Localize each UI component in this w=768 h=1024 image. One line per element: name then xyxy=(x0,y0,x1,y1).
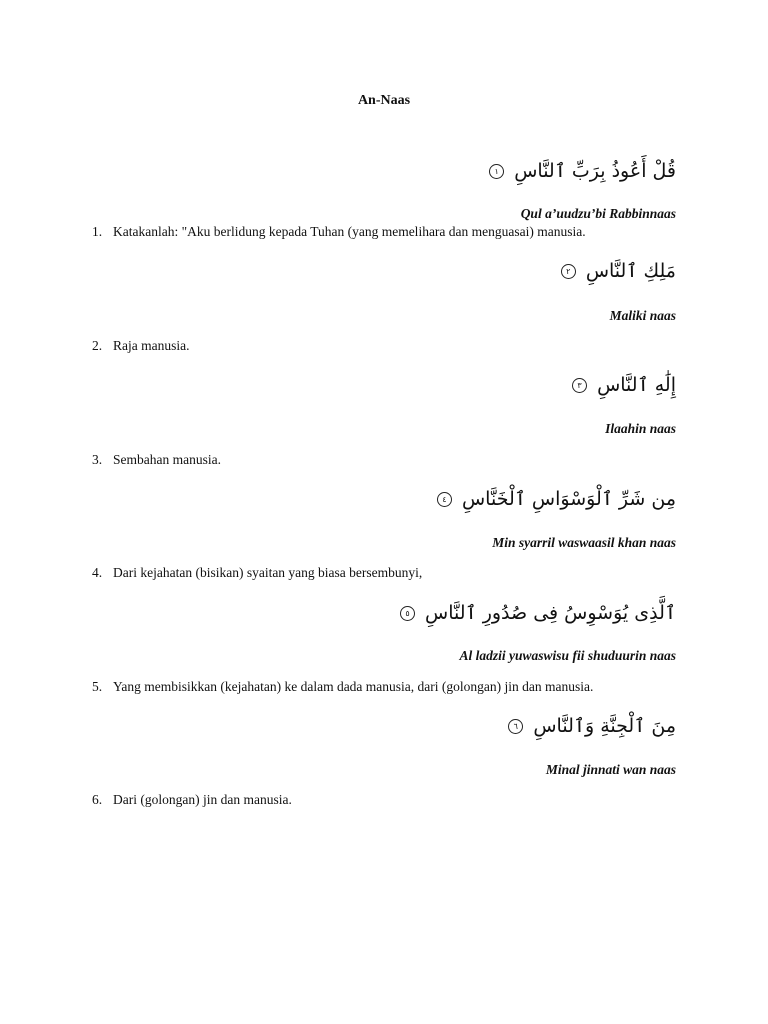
translation-verse-5 xyxy=(92,679,593,695)
translation-text: Raja manusia. xyxy=(113,338,190,353)
arabic-verse-1 xyxy=(489,160,676,182)
verse-number: 6. xyxy=(92,792,103,807)
translation-text: Dari kejahatan (bisikan) syaitan yang biasa bersembunyi, xyxy=(113,565,423,580)
translation-text: Dari (golongan) jin dan manusia. xyxy=(113,792,292,807)
transliteration-verse-4: Min syarril waswaasil khan naas xyxy=(492,535,676,550)
translation-verse-1 xyxy=(92,224,586,240)
arabic-text: مِن شَرِّ ٱلْوَسْوَاسِ ٱلْخَنَّاسِ xyxy=(461,488,676,510)
translation-verse-3 xyxy=(92,452,221,468)
transliteration-verse-2: Maliki naas xyxy=(609,308,676,323)
translation-verse-6 xyxy=(92,792,292,808)
arabic-verse-6 xyxy=(508,715,676,737)
arabic-verse-3 xyxy=(572,374,676,396)
arabic-verse-5 xyxy=(400,602,676,624)
arabic-text: قُلْ أَعُوذُ بِرَبِّ ٱلنَّاسِ xyxy=(514,160,676,182)
arabic-verse-2 xyxy=(561,260,676,282)
transliteration-verse-3: Ilaahin naas xyxy=(605,421,676,436)
arabic-text: ٱلَّذِى يُوَسْوِسُ فِى صُدُورِ ٱلنَّاسِ xyxy=(425,602,676,624)
transliteration-verse-1: Qul a’uudzu’bi Rabbinnaas xyxy=(520,206,676,221)
verse-number: 2. xyxy=(92,338,103,353)
ayah-number-marker: ٣ xyxy=(572,378,587,393)
arabic-text: مَلِكِ ٱلنَّاسِ xyxy=(585,260,676,282)
transliteration-verse-6: Minal jinnati wan naas xyxy=(545,762,676,777)
verse-number: 3. xyxy=(92,452,103,467)
translation-text: Katakanlah: "Aku berlidung kepada Tuhan (yang memelihara dan menguasai) manusia. xyxy=(113,224,586,239)
verse-number: 5. xyxy=(92,679,103,694)
translation-verse-2 xyxy=(92,338,189,354)
arabic-verse-4 xyxy=(437,488,676,510)
translation-text: Sembahan manusia. xyxy=(113,452,221,467)
ayah-number-marker: ٢ xyxy=(561,264,576,279)
translation-verse-4 xyxy=(92,565,422,581)
transliteration-verse-5: Al ladzii yuwaswisu fii shuduurin naas xyxy=(459,648,676,663)
arabic-text: مِنَ ٱلْجِنَّةِ وَٱلنَّاسِ xyxy=(533,715,676,737)
verse-number: 4. xyxy=(92,565,103,580)
ayah-number-marker: ٥ xyxy=(400,606,415,621)
translation-text: Yang membisikkan (kejahatan) ke dalam dada manusia, dari (golongan) jin dan manusia. xyxy=(113,679,594,694)
document-title: An-Naas xyxy=(357,93,411,108)
ayah-number-marker: ٦ xyxy=(508,719,523,734)
ayah-number-marker: ٤ xyxy=(437,492,452,507)
verse-number: 1. xyxy=(92,224,103,239)
arabic-text: إِلَٰهِ ٱلنَّاسِ xyxy=(597,374,676,396)
ayah-number-marker: ١ xyxy=(489,164,504,179)
